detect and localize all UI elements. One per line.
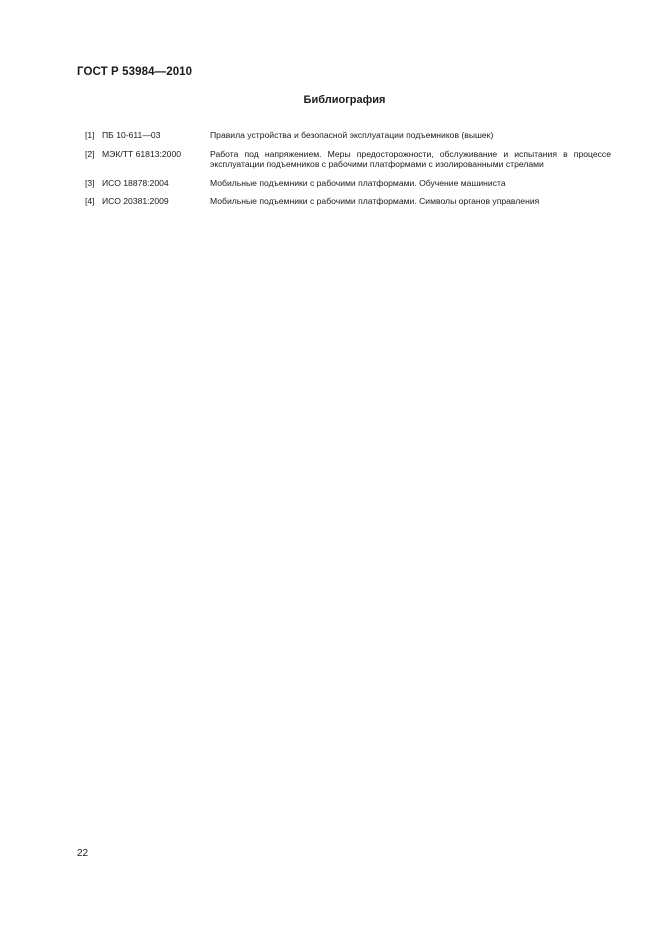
document-header: ГОСТ Р 53984—2010	[77, 66, 193, 78]
bibliography-entry	[85, 130, 611, 141]
entry-number: [1]	[85, 130, 95, 140]
entry-number: [2]	[85, 148, 95, 159]
bibliography-list	[85, 130, 611, 215]
entry-title: Мобильные подъемники с рабочими платформами. Обучение машиниста	[210, 177, 506, 188]
entry-title: Правила устройства и безопасной эксплуатации подъемников (вышек)	[210, 130, 494, 140]
entry-number: [4]	[85, 196, 95, 207]
entry-code: ПБ 10-611—03	[102, 130, 161, 140]
entry-code: ИСО 18878:2004	[102, 177, 169, 188]
section-title: Библиография	[303, 94, 386, 106]
entry-title: Работа под напряжением. Меры предосторожности, обслуживание и испытания в процессе эксплуатации подъемников с рабочими платформами с изолированными стрелами	[210, 148, 611, 170]
page-number: 22	[77, 848, 89, 859]
entry-code: ИСО 20381:2009	[102, 196, 169, 207]
bibliography-entry	[85, 149, 611, 170]
entry-number: [3]	[85, 177, 95, 188]
bibliography-entry	[85, 178, 611, 189]
entry-code: МЭК/ТТ 61813:2000	[102, 148, 182, 159]
entry-title: Мобильные подъемники с рабочими платформами. Символы органов управления	[210, 196, 540, 207]
bibliography-entry	[85, 196, 611, 207]
